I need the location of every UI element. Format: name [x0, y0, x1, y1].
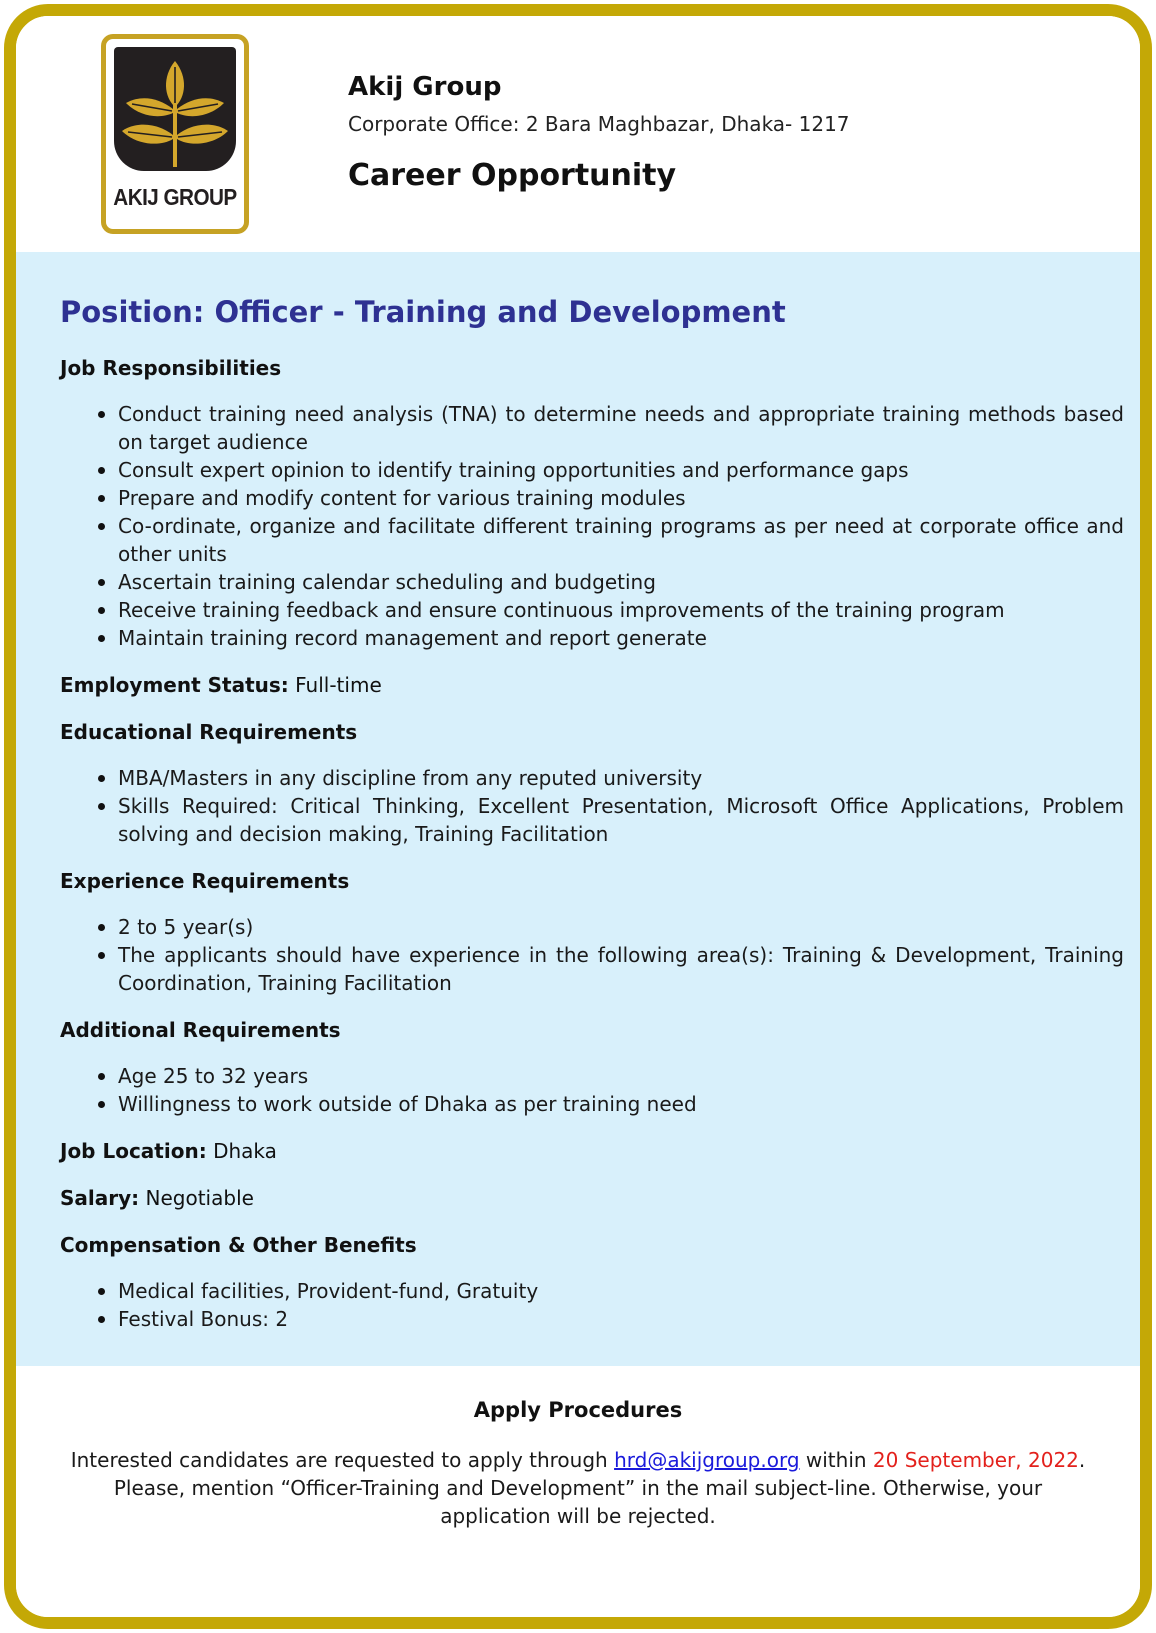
employment-status-label: Employment Status: — [60, 673, 289, 697]
salary-value: Negotiable — [145, 1186, 254, 1210]
list-item: Co-ordinate, organize and facilitate different training programs as per need at corporate office and other units — [60, 512, 1124, 568]
list-item: The applicants should have experience in the following area(s): Training & Development, Training Coordination, Training Facilitation — [60, 941, 1124, 997]
list-item: 2 to 5 year(s) — [60, 913, 1124, 941]
responsibilities-list — [60, 400, 1124, 652]
company-name: Akij Group — [348, 72, 502, 102]
apply-text-after: . Please, mention “Officer-Training and Development” in the mail subject-line. Otherwise, your application will be rejected. — [113, 1448, 1086, 1528]
list-item: Medical facilities, Provident-fund, Gratuity — [60, 1277, 1124, 1305]
list-item: Maintain training record management and report generate — [60, 624, 1124, 652]
salary-label: Salary: — [60, 1186, 140, 1210]
page-frame — [4, 4, 1152, 1629]
education-heading: Educational Requirements — [60, 720, 358, 744]
apply-procedures — [16, 1366, 1140, 1626]
list-item: MBA/Masters in any discipline from any reputed university — [60, 764, 1124, 792]
experience-list — [60, 913, 1124, 997]
apply-heading: Apply Procedures — [473, 1398, 683, 1422]
list-item: Conduct training need analysis (TNA) to determine needs and appropriate training methods based on target audience — [60, 400, 1124, 456]
job-location-value: Dhaka — [213, 1139, 277, 1163]
tobacco-leaf-icon — [114, 47, 236, 171]
logo-wordmark: AKIJ GROUP — [113, 184, 237, 210]
experience-heading: Experience Requirements — [60, 869, 350, 893]
apply-instructions — [64, 1446, 1092, 1530]
job-location-label: Job Location: — [60, 1139, 207, 1163]
logo-shield — [114, 47, 236, 171]
job-details-panel — [16, 252, 1140, 1366]
employment-status-value: Full-time — [295, 673, 382, 697]
employment-status — [60, 671, 1124, 699]
additional-heading: Additional Requirements — [60, 1018, 341, 1042]
deadline-date: 20 September, 2022 — [872, 1448, 1079, 1472]
list-item: Ascertain training calendar scheduling and budgeting — [60, 568, 1124, 596]
header — [16, 16, 1140, 252]
page-title: Career Opportunity — [348, 158, 677, 193]
benefits-list — [60, 1277, 1124, 1333]
apply-text-mid: within — [799, 1448, 873, 1472]
additional-list — [60, 1062, 1124, 1118]
responsibilities-heading: Job Responsibilities — [60, 356, 282, 380]
list-item: Consult expert opinion to identify training opportunities and performance gaps — [60, 456, 1124, 484]
list-item: Receive training feedback and ensure continuous improvements of the training program — [60, 596, 1124, 624]
job-location — [60, 1137, 1124, 1165]
akij-group-logo — [101, 34, 249, 234]
salary — [60, 1184, 1124, 1212]
email-link[interactable]: hrd@akijgroup.org — [614, 1448, 800, 1472]
list-item: Skills Required: Critical Thinking, Excellent Presentation, Microsoft Office Applications, Problem solving and decision making, Training Facilitation — [60, 792, 1124, 848]
company-address: Corporate Office: 2 Bara Maghbazar, Dhaka- 1217 — [348, 112, 850, 136]
apply-text-before: Interested candidates are requested to apply through — [70, 1448, 615, 1472]
position-title: Position: Officer - Training and Development — [60, 295, 786, 329]
list-item: Willingness to work outside of Dhaka as per training need — [60, 1090, 1124, 1118]
benefits-heading: Compensation & Other Benefits — [60, 1233, 417, 1257]
education-list — [60, 764, 1124, 848]
list-item: Age 25 to 32 years — [60, 1062, 1124, 1090]
list-item: Prepare and modify content for various training modules — [60, 484, 1124, 512]
list-item: Festival Bonus: 2 — [60, 1305, 1124, 1333]
